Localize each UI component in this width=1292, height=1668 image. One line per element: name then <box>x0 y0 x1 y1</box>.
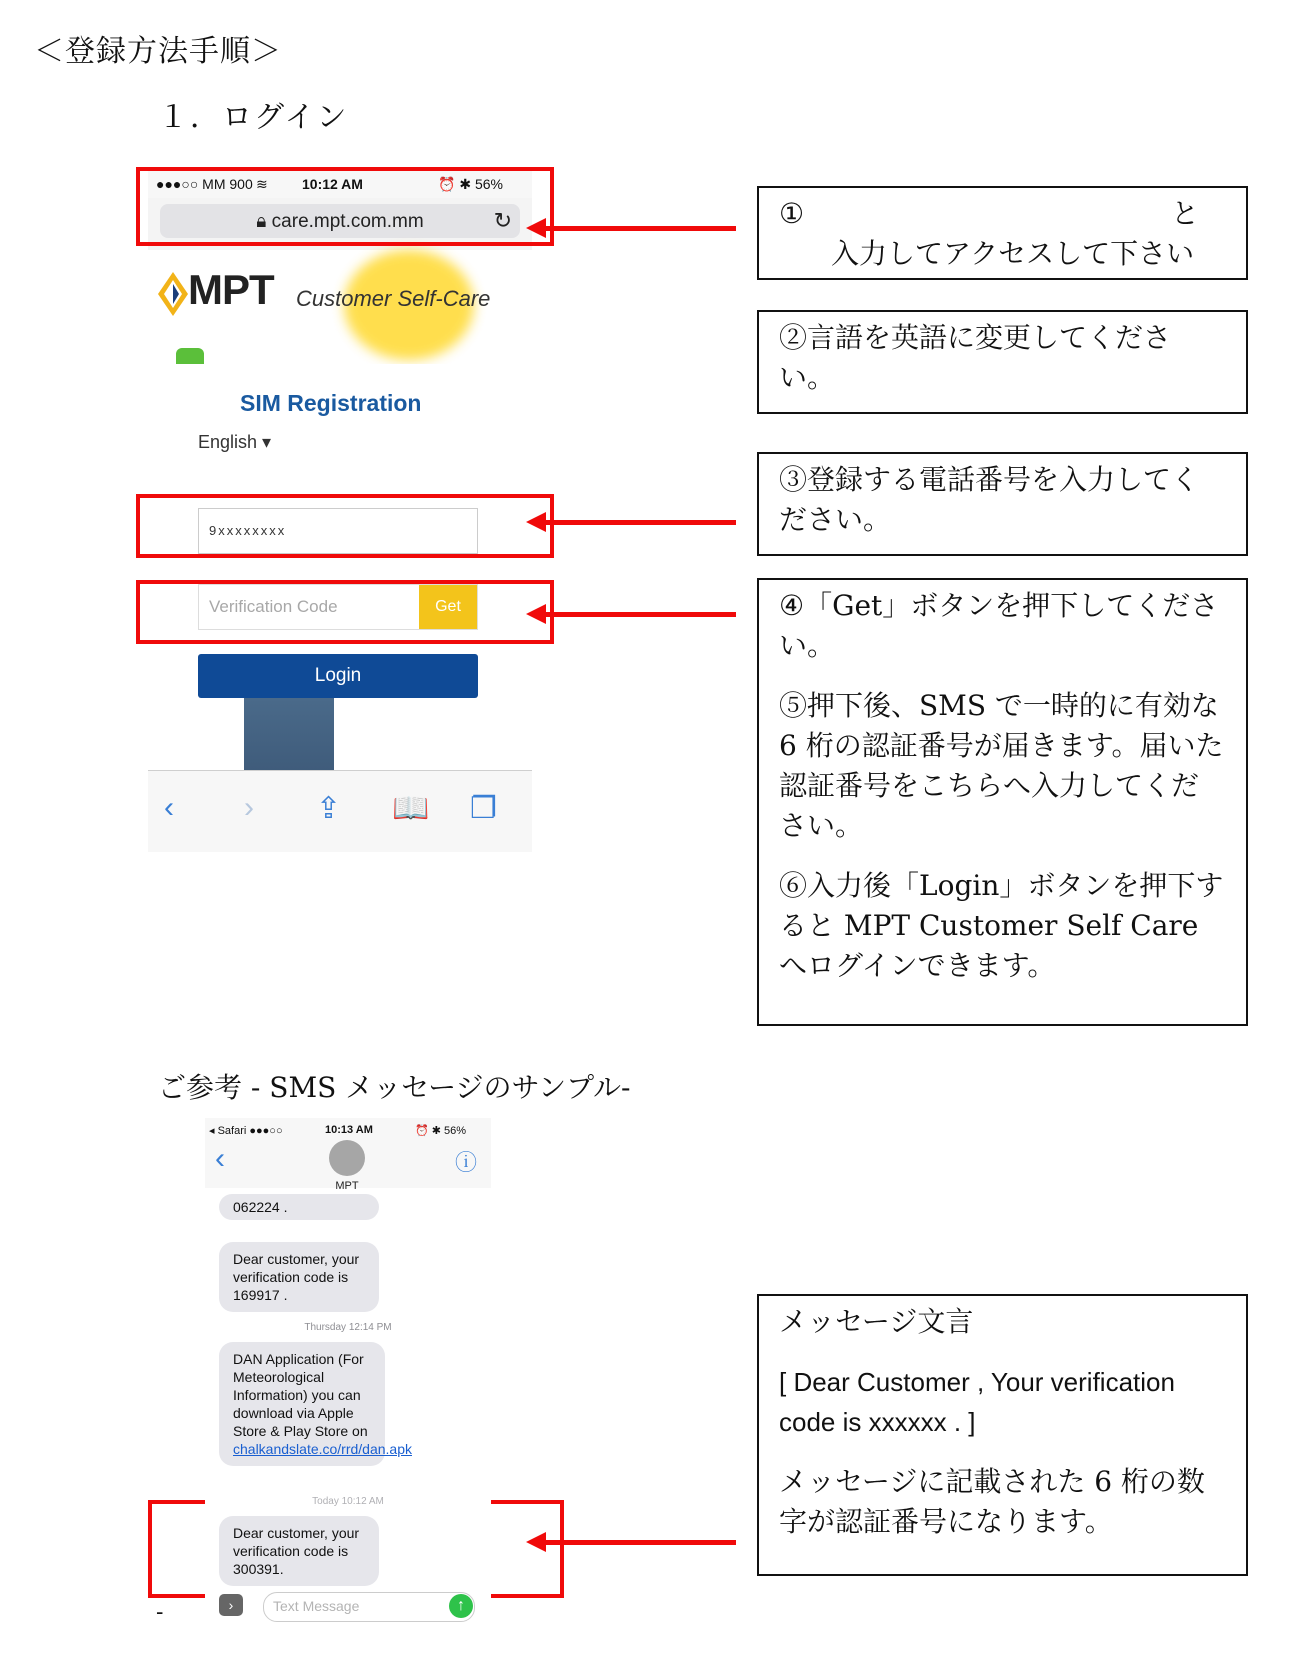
brand-logo-text: MPT <box>188 266 274 313</box>
message-bubble: Dear customer, your verification code is 169917 . <box>219 1242 379 1312</box>
contact-name: MPT <box>335 1180 359 1192</box>
step-3-text: ③登録する電話番号を入力してください。 <box>779 463 1200 536</box>
forward-icon[interactable]: › <box>244 791 254 824</box>
sms-phone-screenshot <box>205 1118 491 1614</box>
message-bubble: Dear customer, your verification code is 300391. <box>219 1516 379 1586</box>
tabs-icon[interactable]: ❐ <box>470 792 497 825</box>
browser-toolbar <box>148 770 532 852</box>
sms-callout-title: メッセージ文言 <box>779 1305 974 1338</box>
step-1-number: ① <box>779 197 805 230</box>
mpt-logo-icon <box>158 272 188 316</box>
carrier-signal: ●●●○○ MM 900 <box>156 176 253 192</box>
reload-icon[interactable]: ↻ <box>493 208 512 233</box>
login-button[interactable]: Login <box>198 654 478 698</box>
phone-number-value: 9xxxxxxxx <box>209 523 287 538</box>
message-timestamp: Thursday 12:14 PM <box>304 1322 392 1333</box>
back-icon[interactable]: ‹ <box>164 791 174 824</box>
step-5-text: ⑤押下後、SMS で一時的に有効な 6 桁の認証番号が届きます。届いた認証番号をこちらへ入力してください。 <box>779 689 1224 842</box>
wifi-icon: ≋ <box>256 176 268 192</box>
sms-callout-note: メッセージに記載された 6 桁の数字が認証番号になります。 <box>779 1465 1205 1538</box>
highlight-phone-box <box>136 494 554 558</box>
callout-step-1 <box>757 186 1248 280</box>
url-text: 🔒︎ care.mpt.com.mm <box>256 211 424 232</box>
arrow-4-head <box>526 604 546 624</box>
brand-subtitle: Customer Self-Care <box>296 286 491 311</box>
reference-caption: ご参考 - SMS メッセージのサンプル- <box>158 1071 631 1104</box>
arrow-5 <box>544 1540 736 1545</box>
bookmarks-icon[interactable]: 📖 <box>392 792 430 825</box>
message-timestamp: Today 10:12 AM <box>312 1496 384 1507</box>
step-2-text: ②言語を英語に変更してください。 <box>779 321 1172 394</box>
message-link[interactable]: chalkandslate.co/rrd/dan.apk <box>233 1441 412 1457</box>
page-title: SIM Registration <box>240 390 422 416</box>
share-icon[interactable]: ⇪ <box>316 792 342 825</box>
info-icon[interactable]: ⓘ <box>455 1150 478 1175</box>
battery-status: ⏰ ✱ 56% <box>438 176 503 192</box>
document-title: ＜登録方法手順＞ <box>34 34 282 69</box>
arrow-3-head <box>526 512 546 532</box>
sms-battery-status: ⏰ ✱ 56% <box>415 1125 467 1137</box>
message-bubble <box>219 1342 412 1466</box>
sms-callout-template: [ Dear Customer , Your verification code is xxxxxx . ] <box>779 1367 1175 1437</box>
verification-code-placeholder: Verification Code <box>209 597 338 616</box>
trailing-dash: - <box>156 1600 164 1625</box>
apps-icon[interactable]: › <box>219 1594 243 1616</box>
highlight-code-box <box>136 580 554 644</box>
message-input-placeholder: Text Message <box>273 1598 360 1614</box>
arrow-5-head <box>526 1532 546 1552</box>
message-bubble: 062224 . <box>219 1194 379 1220</box>
lock-icon: 🔒︎ <box>256 211 272 232</box>
callout-steps-4-6 <box>757 578 1248 1026</box>
arrow-3 <box>544 520 736 525</box>
step-4-text: ④「Get」ボタンを押下してください。 <box>779 589 1219 662</box>
highlight-url-box <box>136 167 554 246</box>
sms-status-left: ◂ Safari ●●●○○ <box>209 1125 283 1137</box>
language-select[interactable]: English ▾ <box>198 432 272 452</box>
get-code-button[interactable]: Get <box>419 585 477 629</box>
step-6-text: ⑥入力後「Login」ボタンを押下すると MPT Customer Self Care へログインできます。 <box>779 869 1224 982</box>
back-chevron-icon[interactable]: ‹ <box>215 1142 225 1175</box>
section-heading: １．ログイン <box>158 100 349 135</box>
callout-step-3 <box>757 452 1248 556</box>
status-time: 10:12 AM <box>302 176 363 192</box>
arrow-1 <box>544 226 736 231</box>
compose-bar <box>219 1592 491 1622</box>
step-1-particle: と <box>1171 197 1200 230</box>
step-1-text: 入力してアクセスして下さい <box>831 237 1195 270</box>
arrow-1-head <box>526 218 546 238</box>
arrow-4 <box>544 612 736 617</box>
contact-avatar[interactable] <box>329 1140 365 1176</box>
send-icon[interactable]: ↑ <box>449 1594 473 1618</box>
message-text: DAN Application (For Meteorological Information) you can download via Apple Store & Play Store on <box>233 1351 368 1439</box>
callout-step-2 <box>757 310 1248 414</box>
callout-sms-message <box>757 1294 1248 1576</box>
sms-status-time: 10:13 AM <box>325 1124 373 1136</box>
